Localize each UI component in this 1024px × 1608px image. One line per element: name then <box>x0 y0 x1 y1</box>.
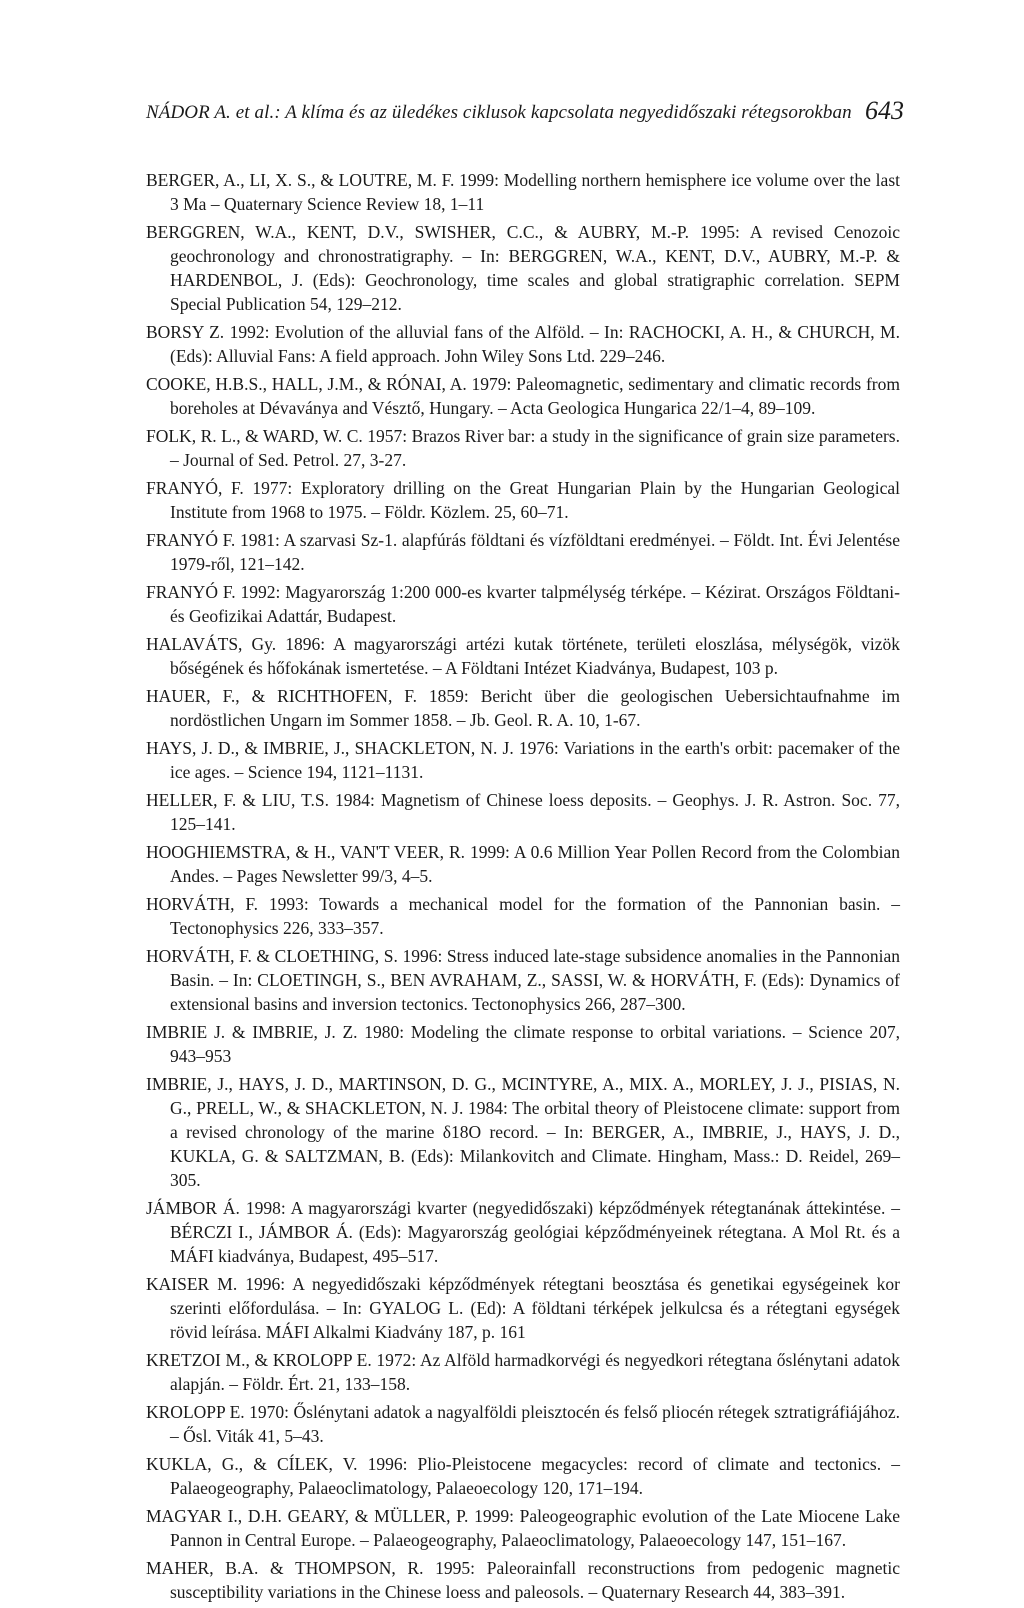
reference-entry: HORVÁTH, F. & CLOETHING, S. 1996: Stress induced late-stage subsidence anomalies in the Pannonian Basin. – In: CLOETINGH, S., BEN AVRAHAM, Z., SASSI, W. & HORVÁTH, F. (Eds): Dynamics of extensional basins and inversion tectonics. Tectonophysics 266, 287–300. <box>146 946 900 1014</box>
reference-entry: BORSY Z. 1992: Evolution of the alluvial fans of the Alföld. – In: RACHOCKI, A. H., & CHURCH, M. (Eds): Alluvial Fans: A field approach. John Wiley Sons Ltd. 229–246. <box>146 322 900 366</box>
reference-entry: HOOGHIEMSTRA, & H., VAN'T VEER, R. 1999: A 0.6 Million Year Pollen Record from the Colombian Andes. – Pages Newsletter 99/3, 4–5. <box>146 842 900 886</box>
running-head <box>146 90 906 130</box>
reference-entry: JÁMBOR Á. 1998: A magyarországi kvarter (negyedidőszaki) képződmények rétegtanának áttekintése. – BÉRCZI I., JÁMBOR Á. (Eds): Magyarország geológiai képződményeinek rétegtana. A Mol Rt. és a MÁFI kiadványa, Budapest, 495–517. <box>146 1198 900 1266</box>
reference-entry: FOLK, R. L., & WARD, W. C. 1957: Brazos River bar: a study in the significance of grain size parameters. – Journal of Sed. Petrol. 27, 3-27. <box>146 426 900 470</box>
reference-entry: KUKLA, G., & CÍLEK, V. 1996: Plio-Pleistocene megacycles: record of climate and tectonics. – Palaeogeography, Palaeoclimatology, Palaeoecology 120, 171–194. <box>146 1454 900 1498</box>
reference-entry: FRANYÓ F. 1981: A szarvasi Sz-1. alapfúrás földtani és vízföldtani eredményei. – Földt. Int. Évi Jelentése 1979-ről, 121–142. <box>146 530 900 574</box>
page-number: 643 <box>865 96 904 125</box>
running-title: NÁDOR A. et al.: A klíma és az üledékes ciklusok kapcsolata negyedidőszaki rétegsorokban <box>146 102 852 123</box>
reference-entry: HAYS, J. D., & IMBRIE, J., SHACKLETON, N. J. 1976: Variations in the earth's orbit: pacemaker of the ice ages. – Science 194, 1121–1131. <box>146 738 900 782</box>
reference-entry: IMBRIE J. & IMBRIE, J. Z. 1980: Modeling the climate response to orbital variations. – Science 207, 943–953 <box>146 1022 900 1066</box>
reference-entry: MAHER, B.A. & THOMPSON, R. 1995: Paleorainfall reconstructions from pedogenic magnetic susceptibility variations in the Chinese loess and paleosols. – Quaternary Research 44, 383–391. <box>146 1558 900 1602</box>
reference-entry: COOKE, H.B.S., HALL, J.M., & RÓNAI, A. 1979: Paleomagnetic, sedimentary and climatic records from boreholes at Dévaványa and Vésztő, Hungary. – Acta Geologica Hungarica 22/1–4, 89–109. <box>146 374 900 418</box>
reference-entry: IMBRIE, J., HAYS, J. D., MARTINSON, D. G., MCINTYRE, A., MIX. A., MORLEY, J. J., PISIAS, N. G., PRELL, W., & SHACKLETON, N. J. 1984: The orbital theory of Pleistocene climate: support from a revised chronology of the marine δ18O record. – In: BERGER, A., IMBRIE, J., HAYS, J. D., KUKLA, G. & SALTZMAN, B. (Eds): Milankovitch and Climate. Hingham, Mass.: D. Reidel, 269–305. <box>146 1074 900 1190</box>
reference-entry: HELLER, F. & LIU, T.S. 1984: Magnetism of Chinese loess deposits. – Geophys. J. R. Astron. Soc. 77, 125–141. <box>146 790 900 834</box>
reference-entry: FRANYÓ F. 1992: Magyarország 1:200 000-es kvarter talpmélység térképe. – Kézirat. Országos Földtani- és Geofizikai Adattár, Budapest. <box>146 582 900 626</box>
reference-entry: BERGGREN, W.A., KENT, D.V., SWISHER, C.C., & AUBRY, M.-P. 1995: A revised Cenozoic geochronology and chronostratigraphy. – In: BERGGREN, W.A., KENT, D.V., AUBRY, M.-P. & HARDENBOL, J. (Eds): Geochronology, time scales and global stratigraphic correlation. SEPM Special Publication 54, 129–212. <box>146 222 900 314</box>
reference-entry: KRETZOI M., & KROLOPP E. 1972: Az Alföld harmadkorvégi és negyedkori rétegtana őslénytani adatok alapján. – Földr. Ért. 21, 133–158. <box>146 1350 900 1394</box>
reference-entry: KAISER M. 1996: A negyedidőszaki képződmények rétegtani beosztása és genetikai egységeinek kor szerinti előfordulása. – In: GYALOG L. (Ed): A földtani térképek jelkulcsa és a rétegtani egységek rövid leírása. MÁFI Alkalmi Kiadvány 187, p. 161 <box>146 1274 900 1342</box>
reference-entry: KROLOPP E. 1970: Őslénytani adatok a nagyalföldi pleisztocén és felső pliocén rétegek sztratigráfiájához. – Ősl. Viták 41, 5–43. <box>146 1402 900 1446</box>
reference-entry: HALAVÁTS, Gy. 1896: A magyarországi artézi kutak története, területi eloszlása, mélységök, vizök bőségének és hőfokának ismertetése. – A Földtani Intézet Kiadványa, Budapest, 103 p. <box>146 634 900 678</box>
reference-entry: FRANYÓ, F. 1977: Exploratory drilling on the Great Hungarian Plain by the Hungarian Geological Institute from 1968 to 1975. – Földr. Közlem. 25, 60–71. <box>146 478 900 522</box>
reference-list <box>146 168 900 1608</box>
reference-entry: MAGYAR I., D.H. GEARY, & MÜLLER, P. 1999: Paleogeographic evolution of the Late Miocene Lake Pannon in Central Europe. – Palaeogeography, Palaeoclimatology, Palaeoecology 147, 151–167. <box>146 1506 900 1550</box>
reference-entry: BERGER, A., LI, X. S., & LOUTRE, M. F. 1999: Modelling northern hemisphere ice volume over the last 3 Ma – Quaternary Science Review 18, 1–11 <box>146 170 900 214</box>
reference-entry: HORVÁTH, F. 1993: Towards a mechanical model for the formation of the Pannonian basin. – Tectonophysics 226, 333–357. <box>146 894 900 938</box>
reference-entry: HAUER, F., & RICHTHOFEN, F. 1859: Bericht über die geologischen Uebersichtaufnahme im nordöstlichen Ungarn im Sommer 1858. – Jb. Geol. R. A. 10, 1-67. <box>146 686 900 730</box>
